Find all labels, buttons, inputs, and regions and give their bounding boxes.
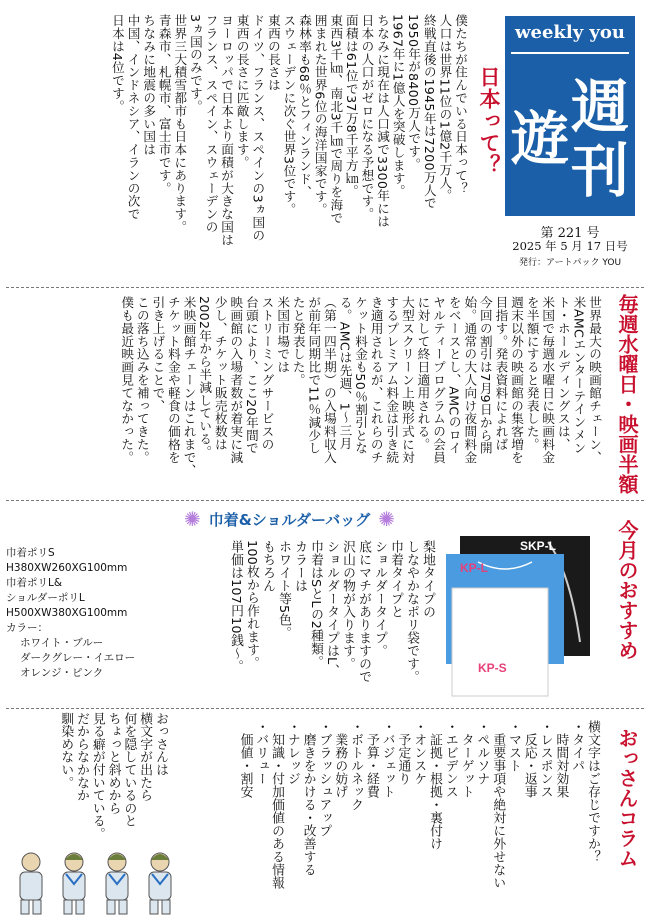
japan-article-line: 東西3千㎞、南北3千㎞で周りを海で	[328, 14, 344, 225]
movie-article-line: をベースとし、AMCのロイ	[446, 296, 462, 455]
logo-rule	[511, 52, 629, 54]
japan-article-body	[28, 14, 468, 279]
figure	[106, 853, 128, 914]
movie-article-line: 引き上げることで、	[150, 296, 166, 413]
movie-article-line: 今回の割引は7月9日から開	[477, 296, 493, 455]
product-description-line: カラーは	[292, 540, 307, 592]
japan-article-line: 日本は4位です。	[109, 14, 125, 113]
label-kp-s: KP-S	[478, 661, 507, 675]
product-description-line: ショルダータイプ。	[372, 540, 387, 657]
movie-article-line: 少し、チケット販売枚数は	[212, 296, 228, 451]
label-kp-l: KP-L	[460, 561, 488, 575]
japan-article-line: 1950年が8400万人です。	[406, 14, 422, 171]
movie-article-body	[8, 296, 602, 494]
japan-article-line: 東西の長さに匹敵します。	[234, 14, 250, 169]
japan-article-line: 日本の人口がゼロになる予想です。	[359, 14, 375, 221]
spec-line: カラー：	[6, 622, 48, 634]
product-banner	[184, 505, 395, 533]
column-line: ・ボトルネック	[348, 720, 364, 811]
movie-article-line: たと発表した。	[290, 296, 306, 387]
movie-article-line: 世界最大の映画館チェーン、	[587, 296, 602, 464]
column-aside-line: 馴染めない。	[58, 712, 74, 789]
japan-article-line: 終戦直後の1945年は7200万人で	[421, 14, 437, 210]
divider	[6, 500, 644, 501]
movie-article-line: 米AMCエンターテインメン	[571, 296, 587, 455]
divider	[6, 287, 644, 288]
product-description-line: 100枚から作れます。	[244, 540, 259, 670]
product-description-line: ホワイト等5色。	[276, 540, 291, 640]
column-line: 時間対効果	[553, 720, 569, 798]
japan-article-line: 東西の長さは	[265, 14, 281, 92]
product-description-line: 梨地タイプの	[420, 540, 435, 618]
column-line: 価値・割安	[237, 720, 253, 798]
figure	[63, 853, 85, 914]
bag-white-small	[452, 588, 548, 696]
movie-article-line: ト・ホールディングスは、	[555, 296, 571, 451]
product-description	[180, 540, 435, 705]
japan-article-line: 囲まれた世界6位の海洋国家です。	[312, 14, 328, 216]
japan-article-line: 僕たちが住んでいる日本って？	[453, 14, 468, 195]
column-line: 横文字はご存じですか？	[585, 720, 600, 863]
movie-article-line: ヤルティープログラムの会員	[431, 296, 447, 464]
column-line: ・マスト	[506, 720, 522, 772]
column-aside	[8, 712, 168, 847]
product-description-line: 巾着はSとLの2種類。	[308, 540, 323, 668]
column-body	[170, 720, 600, 910]
product-description-line: 底にマチがありますので	[356, 540, 371, 683]
movie-article-line: 米国で毎週水曜日に映画料金	[540, 296, 556, 464]
column-line: ・タイパ	[569, 720, 585, 772]
masthead-logo	[505, 16, 635, 216]
movie-article-line: 始。通常の大人向け夜間料金	[462, 296, 478, 464]
movie-article-line: 僕も最近映画見てなかった。	[119, 296, 135, 464]
spec-line: ダークグレー・イエロー	[20, 652, 136, 664]
column-aside-line: だからなかなか	[74, 712, 90, 802]
movie-article-line: 台頭により、ここ20年間で	[243, 296, 259, 455]
spec-line: オレンジ・ピンク	[20, 667, 104, 679]
movie-article-line: 目指す。発表資料によれば	[493, 296, 509, 451]
japan-article-line: 3ヵ国のみです。	[187, 14, 203, 113]
spec-line: H380XW260XG100mm	[6, 562, 128, 574]
column-line: ターゲット	[458, 720, 474, 798]
movie-article-line: ケット料金も50％割引とな	[353, 296, 369, 455]
movie-article-line: が前年同期比で11％減少し	[306, 296, 322, 455]
column-line: ・バジェット	[379, 720, 395, 798]
column-line: ・オンスケ	[411, 720, 427, 785]
japan-article-line: 森林率も68％とフィンランド、	[297, 14, 313, 199]
movie-article-line: 映画館の入場者数が着実に減	[228, 296, 244, 464]
movie-article-line: 大型スクリーン上映形式に対	[399, 296, 415, 464]
column-aside-line: おっさんは	[153, 712, 168, 776]
column-line: 反応・返事	[521, 720, 537, 798]
movie-article-line: チケット料金や軽食の価格を	[165, 296, 181, 464]
product-description-line: 沢山の物が入ります。	[340, 540, 355, 670]
product-description-line: 単価は107円10銭〜。	[228, 540, 243, 673]
japan-article-line: 人口は世界11位の1億2千万人。	[437, 14, 453, 203]
column-aside-line: 横文字が出たら	[137, 712, 153, 802]
japan-article-line: 1967年に1億人を突破します。	[390, 14, 406, 198]
movie-article-line: するプレミアム料金は引き続	[384, 296, 400, 464]
movie-article-line: に対して終日適用される。	[415, 296, 431, 451]
column-line: ・エビデンス	[442, 720, 458, 798]
flower-icon: ✺	[378, 507, 395, 531]
product-description-line: しなやかなポリ袋です。	[404, 540, 419, 683]
figure	[20, 853, 42, 914]
spec-line: 巾着ポリS	[6, 547, 55, 559]
issue-date: 2025 年 5 月 17 日号	[512, 239, 628, 253]
column-line: 業務の妨げ	[332, 720, 348, 798]
logo-char-shu: 週	[571, 73, 630, 141]
movie-article-line: 米国市場では	[275, 296, 291, 374]
japan-article-line: 面積は61位で37万8千平方㎞。	[343, 14, 359, 198]
japan-article-title: 日本って？	[477, 66, 501, 176]
column-aside-line: 何を隠しているのと	[121, 712, 137, 828]
spec-line: ショルダーポリL	[6, 592, 85, 604]
product-description-line: 巾着タイプと	[388, 540, 403, 618]
divider	[6, 708, 644, 709]
column-title: おっさんコラム	[615, 728, 639, 868]
movie-article-line: この落ち込みを補ってきた。	[134, 296, 150, 464]
column-line: 重要事項や絶対に外せない	[490, 720, 506, 889]
figure	[149, 853, 171, 914]
column-line: 磨きをかける・改善する	[300, 720, 316, 876]
product-description-line: ショルダータイプはL、	[324, 540, 339, 678]
column-line: 知識・付加価値のある情報	[269, 720, 285, 889]
product-banner-title: 巾着&ショルダーバッグ	[208, 510, 371, 529]
old-men-illustration	[6, 848, 181, 916]
japan-article-line: ちなみに地震の多い国は	[141, 14, 157, 156]
logo-english: weekly you	[515, 22, 625, 43]
movie-article-line: る。AMCは先週、1〜三月	[337, 296, 353, 450]
label-skp-l: SKP-L	[520, 539, 556, 553]
column-aside-line: ちょっと斜めから	[105, 712, 121, 815]
column-line: ・ペルソナ	[474, 720, 490, 785]
issue-number: 第 221 号	[540, 226, 600, 241]
japan-article-line: 世界三大積雪都市も日本にあります。	[172, 14, 188, 234]
movie-article-line: 米映画館チェーンはこれまで、	[181, 296, 197, 477]
bag-photo	[420, 532, 598, 702]
column-line: 証拠・根拠・裏付け	[427, 720, 443, 850]
column-aside-line: 見る癖が付いている。	[89, 712, 105, 840]
japan-article-line: ヨーロッパで日本より面積が大きな国は	[219, 14, 235, 247]
movie-article-title: 毎週水曜日・映画半額	[615, 294, 639, 494]
publisher: 発行：アートパック YOU	[518, 258, 622, 268]
japan-article-line: スウェーデンに次ぐ世界3位です。	[281, 14, 297, 216]
column-line: ・ブラッシュアップ	[316, 720, 332, 837]
logo-char-yu: 遊	[511, 105, 570, 173]
movie-article-line: （第一四半期）の入場料収入	[321, 296, 337, 464]
column-line: 予定通り	[395, 720, 411, 785]
product-description-line: もちろん	[260, 540, 275, 592]
product-spec	[6, 546, 186, 681]
japan-article-line: ドイツ、フランス、スペインの3ヵ国の	[250, 14, 266, 242]
japan-article-line: 青森市、札幌市、富士市です。	[156, 14, 172, 195]
column-line: ・バリュー	[253, 720, 269, 785]
column-line: ・レスポンス	[537, 720, 553, 798]
spec-line: 巾着ポリL&	[6, 577, 63, 589]
recommend-title: 今月のおすすめ	[615, 520, 639, 660]
spec-line: ホワイト・ブルー	[20, 637, 104, 649]
japan-article-line: 中国、インドネシア、イランの次で	[125, 14, 141, 221]
movie-article-line: 2002年から半減している。	[197, 296, 213, 459]
movie-article-line: を半額にすると発表した。	[524, 296, 540, 451]
logo-char-kan: 刊	[571, 137, 630, 205]
movie-article-line: 週末以外の映画館の集客増を	[509, 296, 525, 464]
column-line: ・ナレッジ	[284, 720, 300, 785]
column-line: 予算・経費	[363, 720, 379, 798]
movie-article-line: ストリーミングサービスの	[259, 296, 275, 451]
japan-article-line: フランス、スペイン、スウェーデンの	[203, 14, 219, 234]
japan-article-line: ちなみに現在は人口減で3300年には	[375, 14, 391, 228]
movie-article-line: き適用されるが、これらのチ	[368, 296, 384, 464]
spec-line: H500XW380XG100mm	[6, 607, 128, 619]
flower-icon: ✺	[184, 507, 201, 531]
